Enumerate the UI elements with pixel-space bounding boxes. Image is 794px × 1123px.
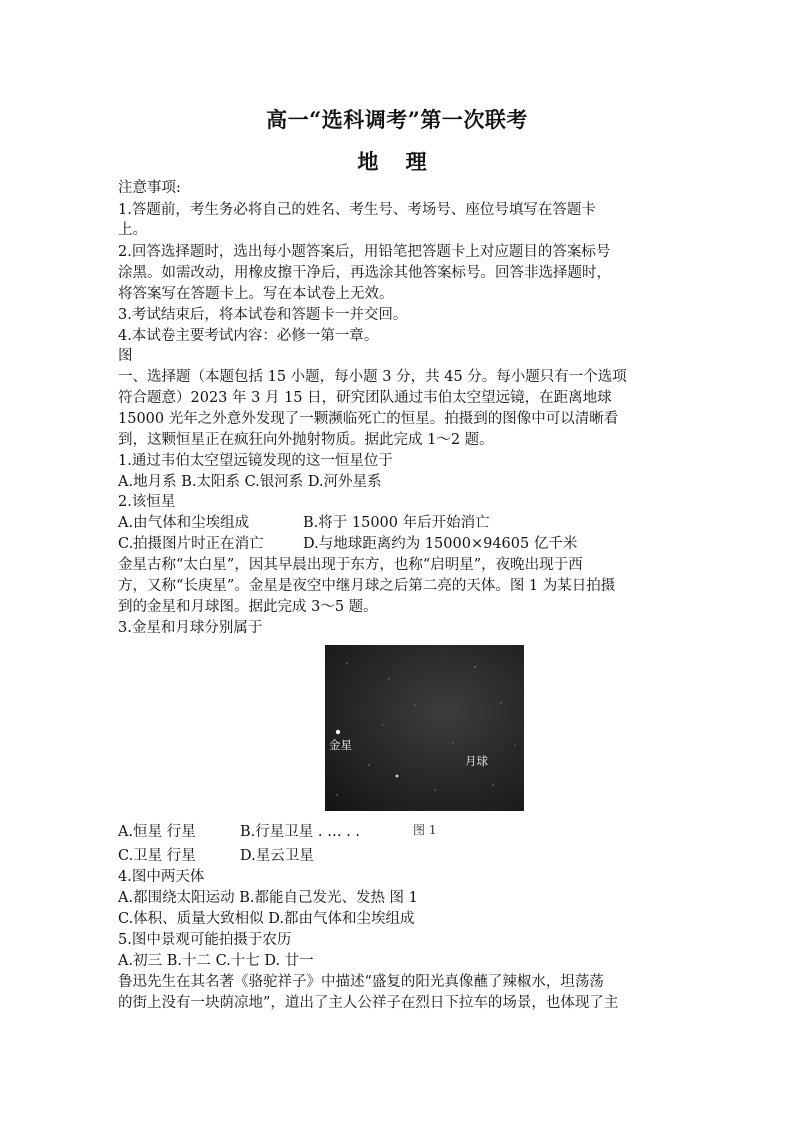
venus-dot — [336, 730, 340, 734]
q2-option-d: D.与地球距离约为 15000×94605 亿千米 — [303, 536, 578, 552]
q2-option-b: B.将于 15000 年后开始消亡 — [303, 515, 490, 531]
q3-stem: 3.金星和月球分别属于 — [118, 620, 263, 636]
notice-heading: 注意事项: — [118, 180, 181, 196]
notice-line-7: 4.本试卷主要考试内容：必修一第一章。 — [118, 328, 379, 344]
q5-options: A.初三 B.十二 C.十七 D. 廿一 — [118, 953, 314, 969]
night-sky-illustration — [325, 645, 524, 811]
passage2-line-1: 金星古称“太白星”，因其早晨出现于东方，也称“启明星”，夜晚出现于西 — [118, 557, 583, 573]
section1-line-2: 符合题意）2023 年 3 月 15 日，研究团队通过韦伯太空望远镜，在距离地球 — [118, 390, 612, 406]
passage2-line-3: 到的金星和月球图。据此完成 3～5 题。 — [118, 599, 378, 615]
figure-caption: 图 1 — [413, 823, 437, 837]
q4-stem: 4.图中两天体 — [118, 869, 205, 885]
notice-line-1: 1.答题前，考生务必将自己的姓名、考生号、考场号、座位号填写在答题卡 — [118, 202, 596, 218]
q3-option-a: A.恒星 行星 — [118, 824, 196, 840]
notice-line-5: 将答案写在答题卡上。写在本试卷上无效。 — [118, 286, 394, 302]
venus-label: 金星 — [329, 738, 352, 752]
q1-stem: 1.通过韦伯太空望远镜发现的这一恒星位于 — [118, 453, 393, 469]
notice-line-6: 3.考试结束后，将本试卷和答题卡一并交回。 — [118, 307, 408, 323]
q4-options-cd: C.体积、质量大致相似 D.都由气体和尘埃组成 — [118, 911, 415, 927]
exam-subject: 地 理 — [357, 149, 437, 174]
q3-option-c: C.卫星 行星 — [118, 848, 196, 864]
passage2-line-2: 方，又称“长庚星”。金星是夜空中继月球之后第二亮的天体。图 1 为某日拍摄 — [118, 578, 616, 594]
section1-line-3: 15000 光年之外意外发现了一颗濒临死亡的恒星。拍摄到的图像中可以清晰看 — [118, 411, 619, 427]
passage3-line-2: 的街上没有一块荫凉地”，道出了主人公祥子在烈日下拉车的场景，也体现了主 — [118, 995, 619, 1011]
q2-option-a: A.由气体和尘埃组成 — [118, 515, 250, 531]
crescent-moon — [426, 704, 472, 751]
passage3-line-1: 鲁迅先生在其名著《骆驼祥子》中描述“盛复的阳光真像蘸了辣椒水，坦荡荡 — [118, 974, 604, 990]
section1-line-4: 到，这颗恒星正在疯狂向外抛射物质。据此完成 1～2 题。 — [118, 432, 494, 448]
section1-line-1: 一、选择题（本题包括 15 小题，每小题 3 分，共 45 分。每小题只有一个选项 — [118, 369, 627, 385]
q3-option-b: B.行星卫星 . … . . — [240, 824, 361, 840]
notice-line-2: 上。 — [118, 222, 147, 238]
notice-line-4: 涂黑。如需改动，用橡皮擦干净后，再选涂其他答案标号。回答非选择题时， — [118, 265, 611, 281]
moon-label: 月球 — [465, 754, 488, 768]
q1-options: A.地月系 B.太阳系 C.银河系 D.河外星系 — [118, 474, 382, 490]
q4-options-ab: A.都围绕太阳运动 B.都能自己发光、发热 图 1 — [118, 890, 418, 906]
venus-moon-photo — [325, 645, 524, 811]
q5-stem: 5.图中景观可能拍摄于农历 — [118, 932, 292, 948]
q2-stem: 2.该恒星 — [118, 494, 176, 510]
notice-line-3: 2.回答选择题时，选出每小题答案后，用铅笔把答题卡上对应题目的答案标号 — [118, 244, 611, 260]
notice-line-8: 图 — [118, 348, 133, 364]
faint-star — [396, 775, 399, 778]
q2-option-c: C.拍摄图片时正在消亡 — [118, 536, 264, 552]
exam-title: 高一“选科调考”第一次联考 — [266, 107, 528, 132]
q3-option-d: D.星云卫星 — [240, 848, 314, 864]
